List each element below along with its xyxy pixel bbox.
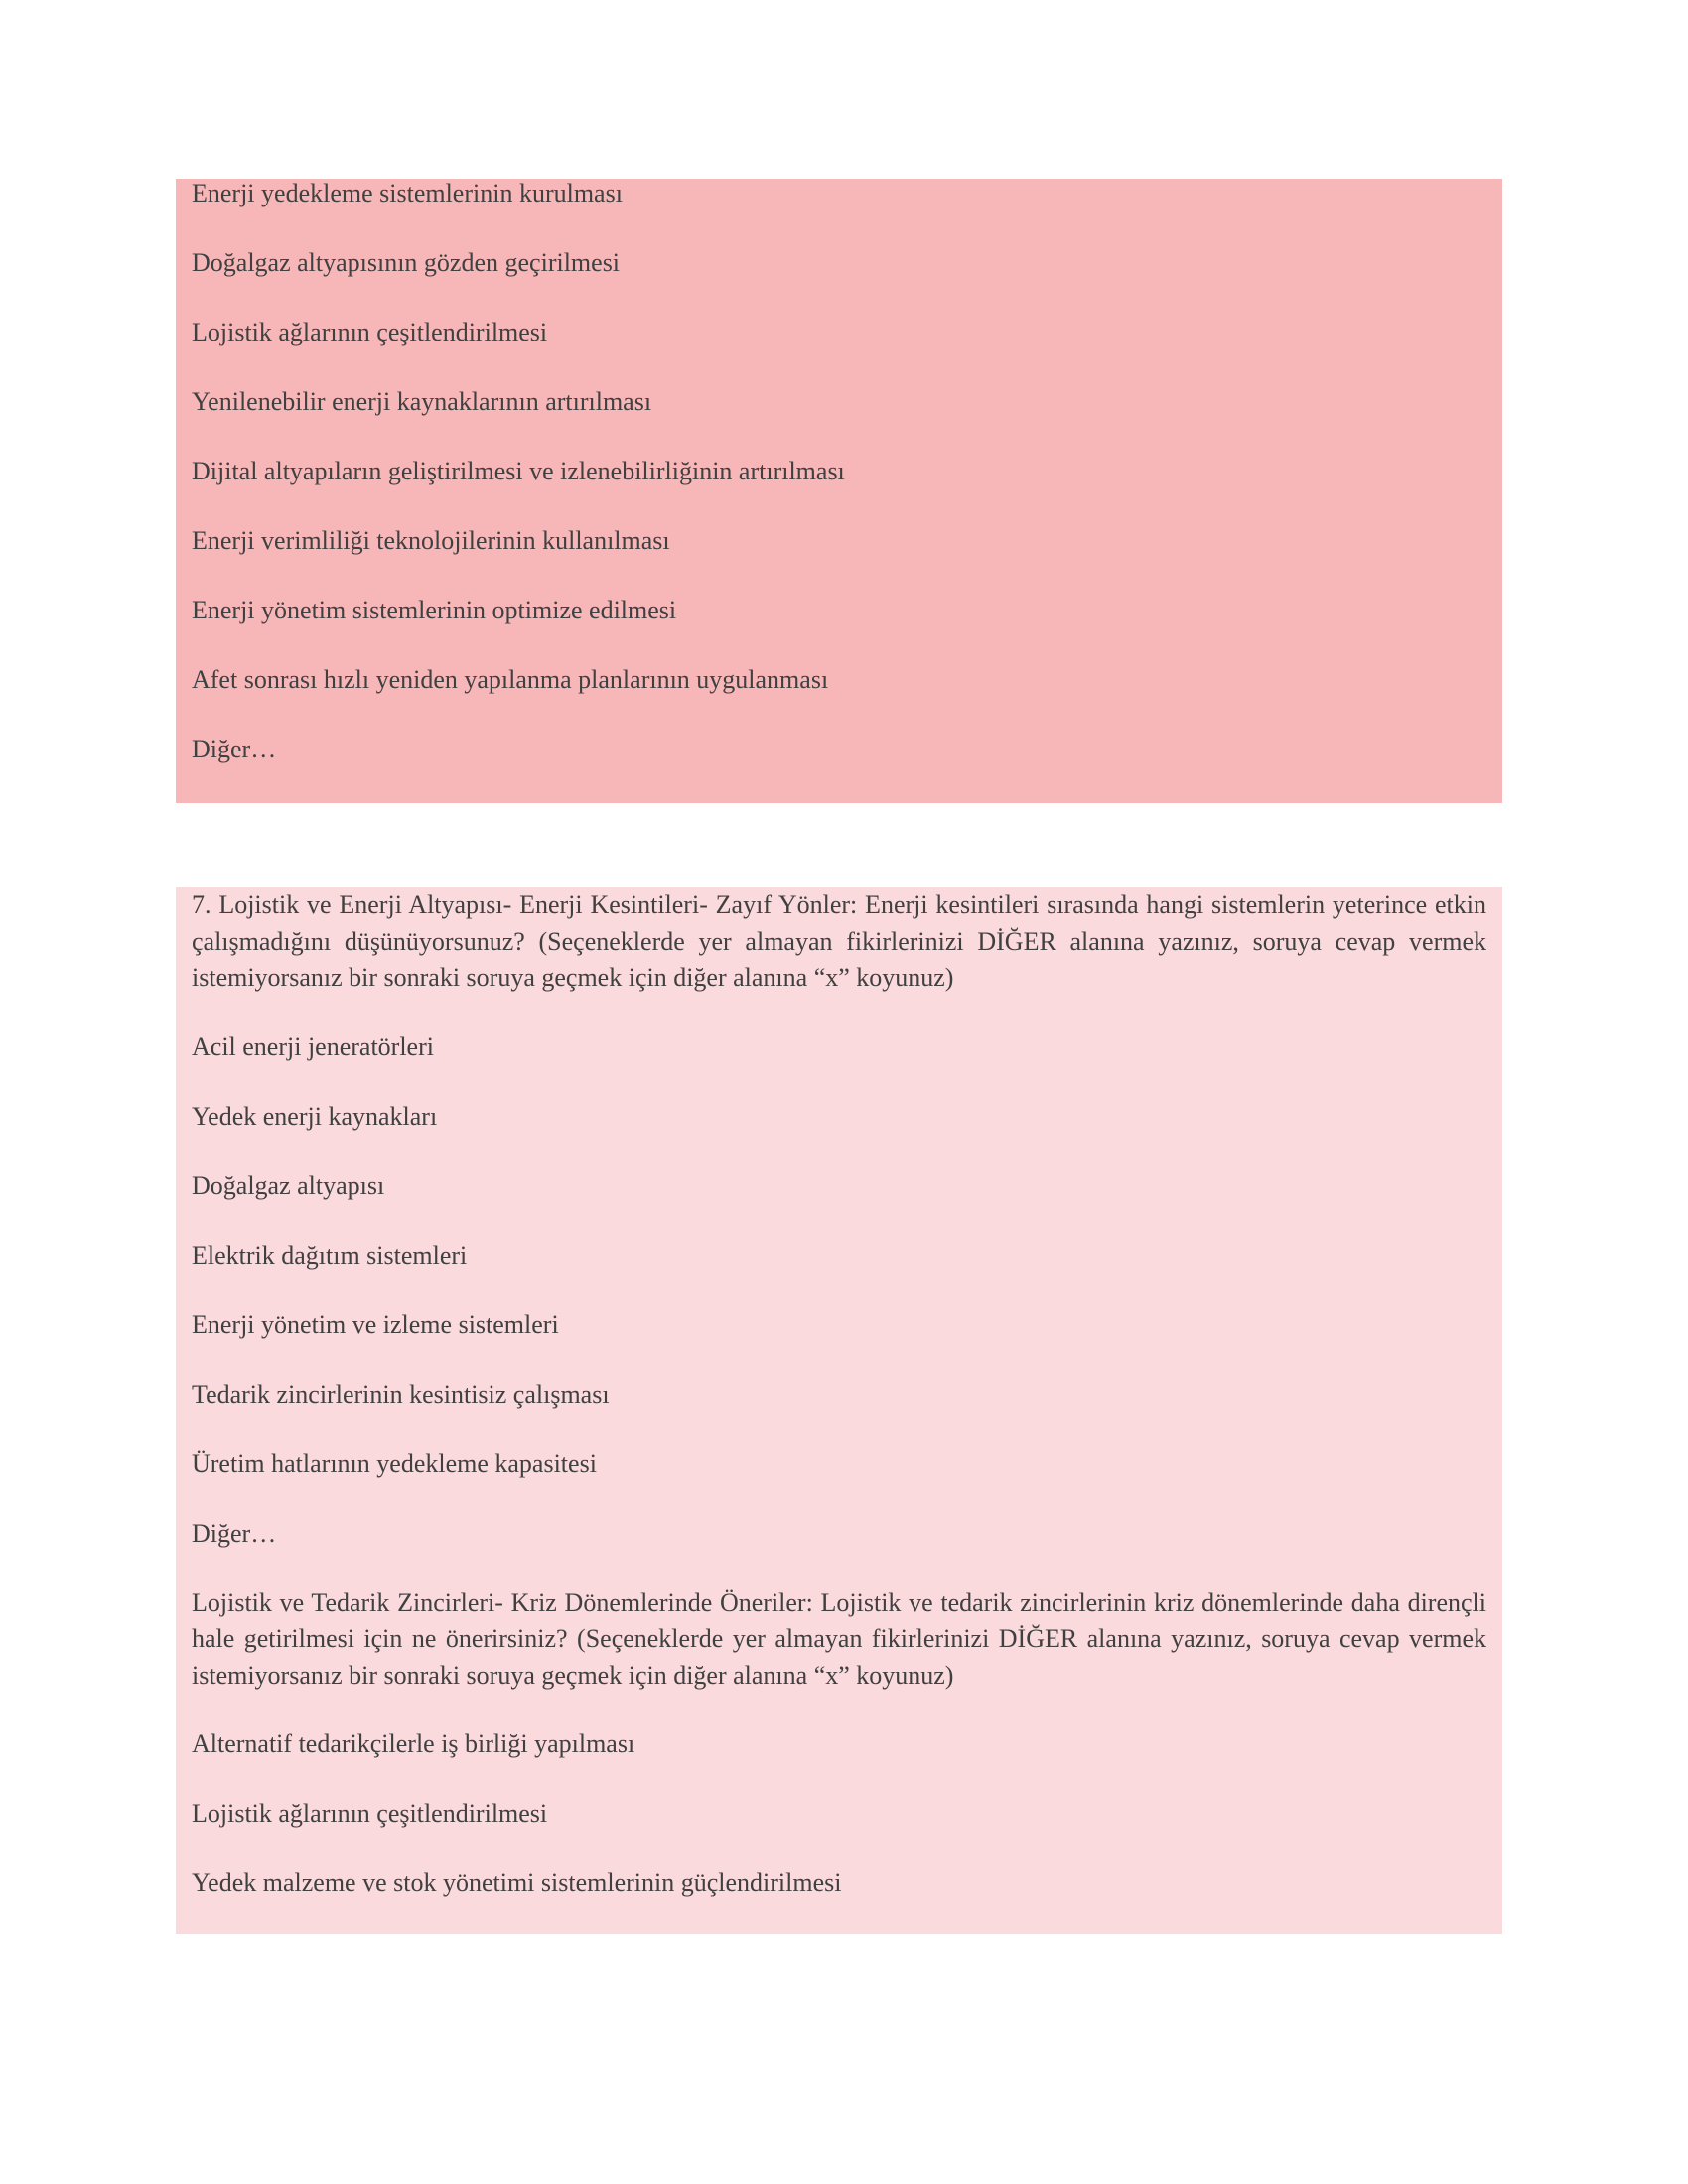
option-item: Üretim hatlarının yedekleme kapasitesi — [192, 1448, 597, 1478]
option-item: Acil enerji jeneratörleri — [192, 1031, 434, 1061]
question-logistics-text: Lojistik ve Tedarik Zincirleri- Kriz Dönemlerinde Öneriler: Lojistik ve tedarik zincirlerinin kriz dönemlerinde daha dirençli hale getirilmesi için ne önerirsiniz? (Seçeneklerde yer almayan fikirlerinizi DİĞER alanına yazınız, soruya cevap vermek istemiyorsanız bir sonraki soruya geçmek için diğer alanına “x” koyunuz) — [192, 1587, 1486, 1690]
option-item: Yedek enerji kaynakları — [192, 1101, 438, 1131]
option-item: Enerji yönetim sistemlerinin optimize edilmesi — [192, 596, 677, 624]
option-item: Tedarik zincirlerinin kesintisiz çalışması — [192, 1379, 610, 1409]
option-item: Enerji verimliliği teknolojilerinin kullanılması — [192, 526, 670, 555]
option-item: Enerji yönetim ve izleme sistemleri — [192, 1309, 559, 1339]
option-item: Yenilenebilir enerji kaynaklarının artırılması — [192, 387, 652, 416]
option-item: Dijital altyapıların geliştirilmesi ve izlenebilirliğinin artırılması — [192, 457, 845, 485]
option-item: Enerji yedekleme sistemlerinin kurulması — [192, 179, 623, 207]
options-block-1 — [176, 179, 1502, 803]
option-item-other: Diğer… — [192, 735, 277, 763]
option-item: Doğalgaz altyapısı — [192, 1170, 385, 1200]
option-item: Doğalgaz altyapısının gözden geçirilmesi — [192, 248, 621, 277]
option-item: Yedek malzeme ve stok yönetimi sistemlerinin güçlendirilmesi — [192, 1868, 842, 1897]
question-block-2 — [176, 887, 1502, 1934]
option-item-other: Diğer… — [192, 1518, 277, 1548]
option-item: Alternatif tedarikçilerle iş birliği yapılması — [192, 1729, 635, 1758]
option-item: Lojistik ağlarının çeşitlendirilmesi — [192, 318, 548, 346]
question-7-text: 7. Lojistik ve Enerji Altyapısı- Enerji Kesintileri- Zayıf Yönler: Enerji kesintileri sırasında hangi sistemlerin yeterince etkin çalışmadığını düşünüyorsunuz? (Seçeneklerde yer almayan fikirlerinizi DİĞER alanına yazınız, soruya cevap vermek istemiyorsanız bir sonraki soruya geçmek için diğer alanına “x” koyunuz) — [192, 890, 1486, 992]
option-item: Afet sonrası hızlı yeniden yapılanma planlarının uygulanması — [192, 665, 829, 694]
option-item: Lojistik ağlarının çeşitlendirilmesi — [192, 1799, 548, 1828]
option-item: Elektrik dağıtım sistemleri — [192, 1240, 468, 1270]
